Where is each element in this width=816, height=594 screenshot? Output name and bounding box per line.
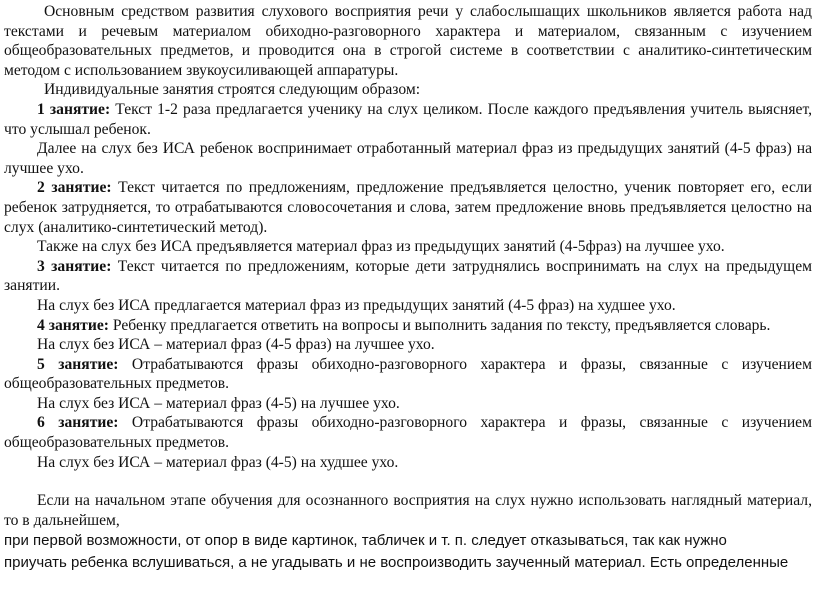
lesson-1-text: Текст 1-2 раза предлагается ученику на слух целиком. После каждого предъявления учитель выясняет, что услышал ребенок. <box>4 100 812 138</box>
lesson-3-label: 3 занятие: <box>37 257 112 275</box>
lesson-4-label: 4 занятие: <box>37 316 109 334</box>
lesson-4-extra: На слух без ИСА – материал фраз (4-5 фраз) на лучшее ухо. <box>37 336 435 354</box>
lesson-4-paragraph <box>4 316 812 336</box>
lesson-5-extra: На слух без ИСА – материал фраз (4-5) на лучшее ухо. <box>37 394 400 412</box>
continuation-line-1: при первой возможности, от опор в виде картинок, табличек и т. п. следует отказываться, так как нужно <box>4 532 727 550</box>
lesson-1-label: 1 занятие: <box>37 100 111 118</box>
lesson-5-paragraph <box>4 355 812 394</box>
lesson-6-text: Отрабатываются фразы обиходно-разговорного характера и фразы, связанные с изучением общеобразовательных предметов. <box>4 414 812 452</box>
lesson-1-extra: Далее на слух без ИСА ребенок воспринимает отработанный материал фраз из предыдущих занятий (4-5 фраз) на лучшее ухо. <box>4 140 812 177</box>
structure-paragraph: Индивидуальные занятия строятся следующим образом: <box>44 81 421 99</box>
lesson-2-label: 2 занятие: <box>37 179 112 197</box>
lesson-1-paragraph <box>4 100 812 139</box>
lesson-3-text: Текст читается по предложениям, которые дети затруднялись воспринимать на слух на предыдущем занятии. <box>4 257 812 295</box>
lesson-6-paragraph <box>4 413 812 452</box>
lesson-5-text: Отрабатываются фразы обиходно-разговорного характера и фразы, связанные с изучением общеобразовательных предметов. <box>4 355 812 393</box>
intro-paragraph: Основным средством развития слухового восприятия речи у слабослышащих школьников является работа над текстами и речевым материалом обиходно-разговорного характера и материалом, связанным с изучением общеобразовательных предметов, и проводится она в строгой системе в соответствии с аналитико-синтетическим методом с использованием звукоусиливающей аппаратуры. <box>4 3 812 79</box>
lesson-2-paragraph <box>4 178 812 237</box>
lesson-2-text: Текст читается по предложениям, предложение предъявляется целостно, ученик повторяет его, если ребенок затрудняется, то отрабатываются словосочетания и слова, затем предложение вновь предъявляется целостно на слух (аналитико-синтетический метод). <box>4 179 812 236</box>
lesson-5-label: 5 занятие: <box>37 355 119 373</box>
lesson-3-paragraph <box>4 257 812 296</box>
lesson-6-extra: На слух без ИСА – материал фраз (4-5) на худшее ухо. <box>37 453 399 471</box>
lesson-3-extra: На слух без ИСА предлагается материал фраз из предыдущих занятий (4-5 фраз) на худшее ухо. <box>37 296 676 314</box>
lesson-4-text: Ребенку предлагается ответить на вопросы и выполнить задания по тексту, предъявляется словарь. <box>108 316 771 334</box>
lesson-6-label: 6 занятие: <box>37 414 119 432</box>
conclusion-paragraph: Если на начальном этапе обучения для осознанного восприятия на слух нужно использовать наглядный материал, то в дальнейшем, <box>4 492 812 529</box>
paragraph-gap <box>4 472 812 491</box>
lesson-2-extra: Также на слух без ИСА предъявляется материал фраз из предыдущих занятий (4-5фраз) на лучшее ухо. <box>37 238 725 256</box>
continuation-line-2: приучать ребенка вслушиваться, а не угадывать и не воспроизводить заученный материал. Есть определенные <box>4 554 789 572</box>
